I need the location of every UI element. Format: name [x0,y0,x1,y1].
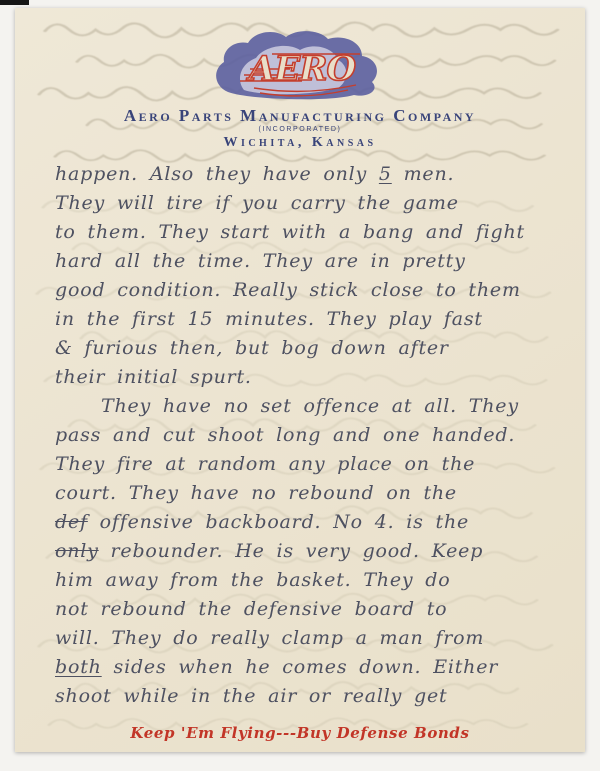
text-segment: rebounder. He is very good. Keep [98,540,484,562]
text-segment: offensive backboard. No 4. is the [87,511,470,533]
text-segment: good condition. Really stick close to them [55,279,521,301]
logo-text: AERO [248,49,356,89]
handwritten-line [55,450,555,479]
scan-artifact [0,0,29,5]
text-segment: will. They do really clamp a man from [55,627,485,649]
text-segment: They will tire if you carry the game [55,192,459,214]
handwritten-line [55,624,555,653]
text-segment: in the first 15 minutes. They play fast [55,308,483,330]
handwritten-line [55,276,555,305]
handwritten-line [55,508,555,537]
handwritten-line [55,682,555,711]
text-segment: happen. Also they have only [55,163,379,185]
handwritten-line [55,653,555,682]
text-segment: to them. They start with a bang and fight [55,221,525,243]
company-name: Aero Parts Manufacturing Company [123,106,477,125]
handwritten-line [55,537,555,566]
text-segment: court. They have no rebound on the [55,482,457,504]
text-segment: They fire at random any place on the [55,453,476,475]
underlined-word: 5 [378,163,392,185]
handwritten-letter-body [55,160,555,711]
text-segment: hard all the time. They are in pretty [55,250,466,272]
handwritten-line [55,566,555,595]
handwritten-line [55,189,555,218]
text-segment: him away from the basket. They do [55,569,451,591]
text-segment: not rebound the defensive board to [55,598,448,620]
handwritten-line [55,363,555,392]
handwritten-line [55,305,555,334]
text-segment: & furious then, but bog down after [55,337,449,359]
letter-page [15,8,585,752]
aero-logo [210,30,390,106]
defense-bonds-slogan: Keep 'Em Flying---Buy Defense Bonds [130,724,470,742]
handwritten-line [55,334,555,363]
text-segment: shoot while in the air or really get [55,685,448,707]
text-segment: sides when he comes down. Either [101,656,499,678]
handwritten-line [55,392,555,421]
struck-word: only [55,540,99,562]
struck-word: def [55,511,88,533]
text-segment: men. [391,163,455,185]
handwritten-line [55,595,555,624]
text-segment: their initial spurt. [55,366,252,388]
letterhead [15,30,585,151]
underlined-word: both [55,656,102,678]
handwritten-line [55,247,555,276]
text-segment: They have no set offence at all. They [101,395,519,417]
company-city: Wichita, Kansas [223,135,377,150]
handwritten-line [55,479,555,508]
handwritten-line [55,218,555,247]
handwritten-line [55,421,555,450]
incorporated-label: (INCORPORATED) [258,126,342,133]
handwritten-line [55,160,555,189]
text-segment: pass and cut shoot long and one handed. [55,424,516,446]
